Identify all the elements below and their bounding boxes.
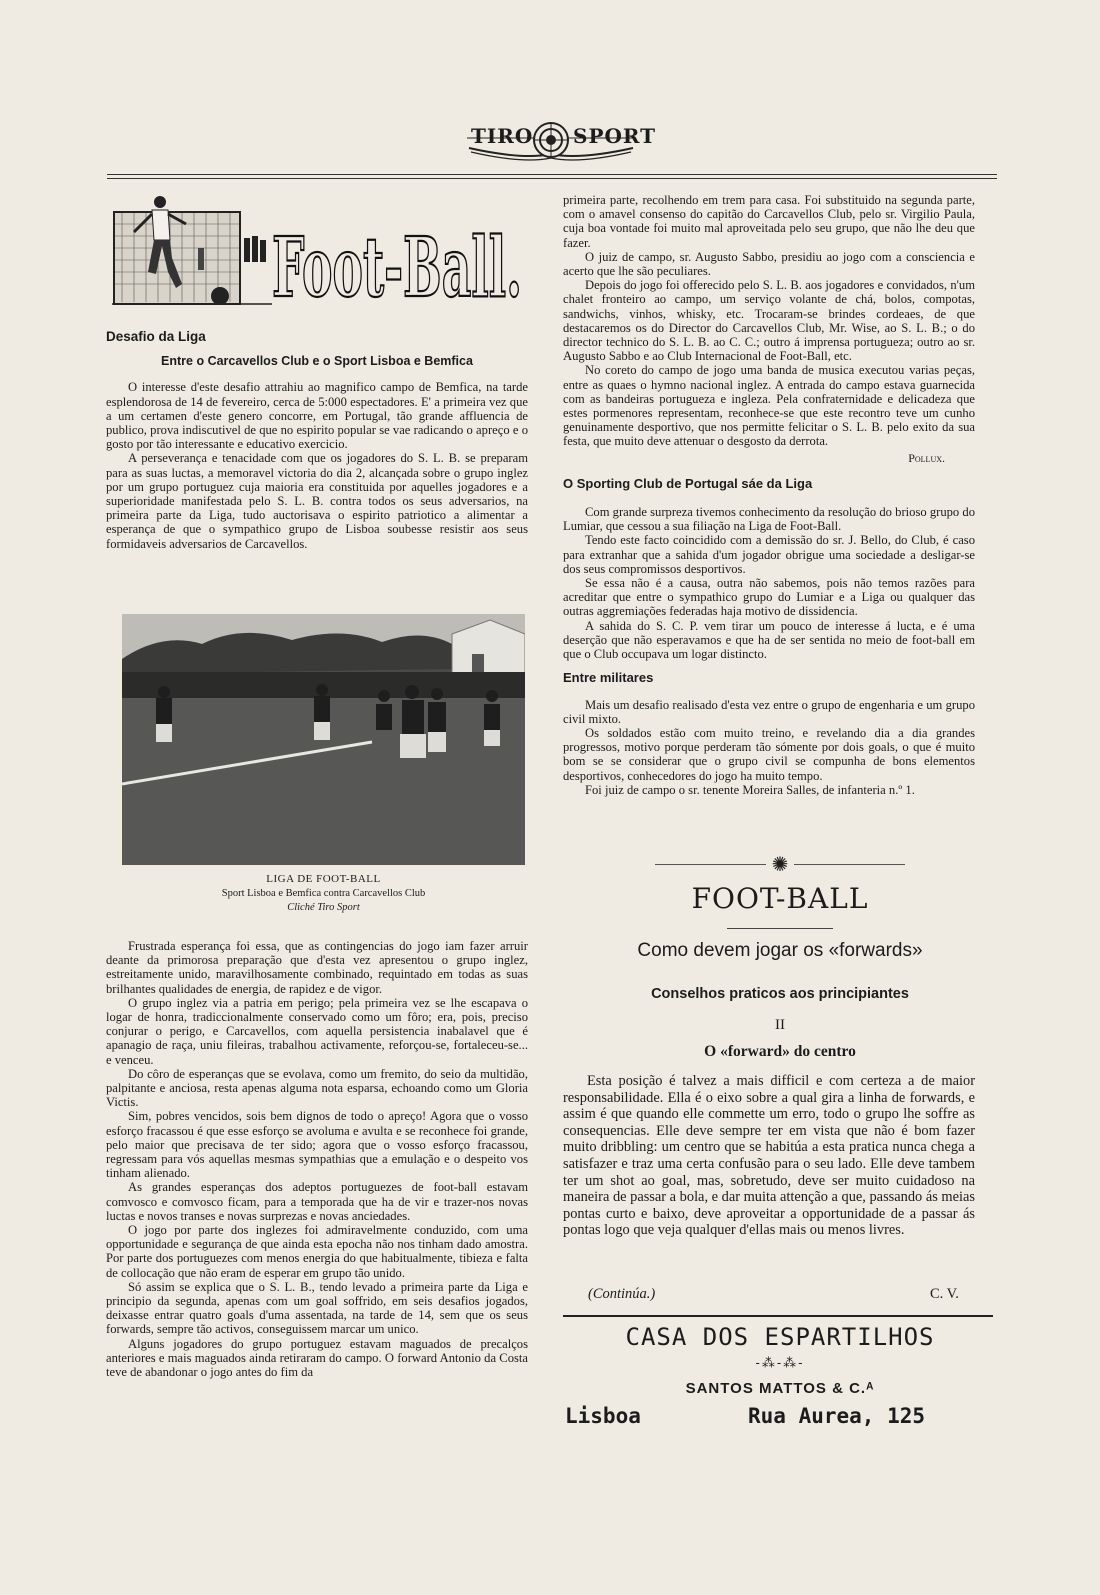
ad-company: SANTOS MATTOS & C.ᴬ [685, 1380, 875, 1397]
paragraph: A sahida do S. C. P. vem tirar um pouco de interesse á lucta, e é uma deserção que não esperavamos e que ha de ser sentida no meio de foot-ball em que o Club occupava um logar distincto. [563, 618, 975, 662]
foot-ball-title-art [270, 216, 528, 306]
paragraph: O interesse d'este desafio attrahiu ao magnifico campo de Bemfica, na tarde esplendorosa de 14 de fevereiro, cerca de 5:000 espectadores. E' a primeira vez que a um certamen d'este genero concorre, em Portugal, tão grande affluencia de publico, prova indiscutivel de que no espirito popular se vae radicando o apreço e o gosto por tão interessante e educativo exercicio. [106, 380, 528, 452]
football-article-title: FOOT-BALL [691, 882, 869, 915]
article-signature: C. V. [930, 1286, 959, 1302]
right-column-top [563, 193, 975, 797]
ad-address: Rua Aurea, 125 [748, 1404, 926, 1428]
paragraph: O juiz de campo, sr. Augusto Sabbo, presidiu ao jogo com a consciencia e acerto que lhe são peculiares. [563, 249, 975, 279]
masthead-tiro: TIRO [471, 124, 534, 148]
football-article-sub2: Conselhos praticos aos principiantes [651, 986, 909, 1002]
ad-city: Lisboa [565, 1404, 641, 1428]
paragraph: Depois do jogo foi offerecido pelo S. L. B. aos jogadores e convidados, n'um chalet fronteiro ao campo, um serviço volante de chá, bolos, compotas, sandwichs, vinhos, whisky, etc. Trocaram-se brindes cordeaes, de que destacaremos os do Director do Carcavellos Club, Mr. Wise, ao S. L. B.; o do director technico do S. L. B. ao C. C.; outro á imprensa portugueza; outro ao sr. Augusto Sabbo e ao Club Internacional de Foot-Ball, etc. [563, 278, 975, 364]
goal-illustration-icon [112, 192, 272, 310]
paragraph: Alguns jogadores do grupo portuguez estavam maguados de precalços anteriores e mais maguados ainda retiraram do campo. O forward Antonio da Costa teve de abandonar o jogo antes do fim da [106, 1336, 528, 1380]
photo-caption-subtitle: Sport Lisboa e Bemfica contra Carcavellos Club [221, 888, 426, 899]
left-column-top [106, 330, 528, 551]
subtitle-carcavellos: Entre o Carcavellos Club e o Sport Lisboa e Bemfica [161, 354, 473, 369]
section-title-militares: Entre militares [563, 670, 654, 686]
football-article-body [563, 1073, 975, 1239]
paragraph: Do côro de esperanças que se evolava, como um fremito, do seio da multidão, palpitante e anciosa, resta apenas alguma nota esparsa, echoando como um Gloria Victis. [106, 1066, 528, 1110]
football-article-sub3: O «forward» do centro [704, 1043, 856, 1060]
paragraph: Tendo este facto coincidido com a demissão do sr. J. Bello, do Club, é caso para extranhar que a sahida d'um jogador obrigue uma sociedade a desligar-se dos seus compromissos desportivos. [563, 533, 975, 576]
signature-pollux: Pollux. [908, 450, 945, 465]
paragraph: As grandes esperanças dos adeptos portuguezes de foot-ball estavam comvosco e comvosco ficam, para a temporada que ha de vir e trazer-nos novas luctas e novos transes e novas surprezas e novas anciedades. [106, 1180, 528, 1223]
masthead-sport: SPORT [573, 124, 657, 148]
paragraph: O jogo por parte dos inglezes foi admiravelmente conduzido, com uma opportunidade e segurança de que ainda esta epocha não nos tinham dado amostra. Por parte dos portuguezes com menos energia do que habitualmente, tibieza e falta de collocação que não eram de esperar em grupo tão unido. [106, 1223, 528, 1280]
header-rule-2 [107, 178, 997, 179]
photo-caption-title: LIGA DE FOOT-BALL [266, 873, 381, 885]
left-column-bottom [106, 939, 528, 1379]
photo-caption-credit: Cliché Tiro Sport [287, 902, 360, 913]
paragraph: O grupo inglez via a patria em perigo; pela primeira vez se lhe escapava o logar de honra, tradiccionalmente conservado como um fôro; era, pois, preciso conjurar o perigo, e Carcavellos, com aquella persistencia inabalavel que é apanagio de raça, uniu fileiras, trabalhou activamente, reforçou-se, fortaleceu-se... e venceu. [106, 995, 528, 1067]
paragraph: Esta posição é talvez a mais difficil e com certeza a de maior responsabilidade. Ella é o eixo sobre a qual gira a linha de forwards, e assim é que quando elle commette um erro, todo o grupo lhe soffre as consequencias. Elle deve sempre ter em vista que não é bom fazer muito dribbling: um centro que se habitúa a esta pratica nunca chega a satisfazer e traz uma certa confusão para o seu lado. Elle deve tambem ter um shot ao goal, mas, sobretudo, deve ser muito cuidadoso na maneira de passar a bola, e dar muita attenção a que, passando ás meias pontas curto e baixo, deve aproveitar a opportunidade de a passar ás pontas logo que veja qualquer d'ellas mais ou menos livres. [563, 1073, 975, 1239]
paragraph: Com grande surpreza tivemos conhecimento da resolução do brioso grupo do Lumiar, que cessou a sua filiação na Liga de Foot-Ball. [563, 505, 975, 534]
football-article-subtitle: Como devem jogar os «forwards» [637, 940, 923, 961]
football-match-photo [122, 614, 525, 865]
paragraph: Se essa não é a causa, outra não sabemos, pois não temos razões para acreditar que entre o sympathico grupo do Lumiar e a Liga ou qualquer das outras aggremiações federadas haja motivo de dissidencia. [563, 576, 975, 619]
football-article-part: II [775, 1017, 785, 1033]
banner-title: Foot-Ball. [272, 220, 522, 306]
section-title-desafio: Desafio da Liga [106, 329, 206, 344]
paragraph: Frustrada esperança foi essa, que as contingencias do jogo iam fazer arruir deante da primorosa preparação que d'esta vez apresentou o grupo inglez, estreitamente unido, maravilhosamente combinado, requintado em todas as suas brilhantes qualidades de energia, de rapidez e de vigor. [106, 939, 528, 996]
continua-note: (Continúa.) [588, 1286, 656, 1302]
header-rule [107, 174, 997, 175]
title-underline [727, 928, 833, 929]
paragraph: Mais um desafio realisado d'esta vez entre o grupo de engenharia e um grupo civil mixto. [563, 697, 975, 726]
ad-top-rule [563, 1315, 993, 1317]
paragraph: No coreto do campo de jogo uma banda de musica executou varias peças, entre as quaes o hymno nacional inglez. A entrada do campo estava guarnecida com as bandeiras portugueza e ingleza. Pela confraternidade e delicadeza que estes pormenores representam, reconhece-se que este recontro teve um cunho genuinamente desportivo, que nos permitte felicitar o S. L. B. pelo exito da sua festa, que muito deve attenuar o desgosto da derrota. [563, 363, 975, 449]
section-title-sporting: O Sporting Club de Portugal sáe da Liga [563, 475, 813, 491]
ad-ornament: -⁂-⁂- [755, 1355, 805, 1370]
paragraph: A perseverança e tenacidade com que os jogadores do S. L. B. se preparam para as suas luctas, a memoravel victoria do dia 2, alcançada sobre o grupo inglez por um grupo portuguez cuja maioria era constituida por aquelles jogadores e a superioridade manifestada pelo S. L. B. contra todos os seus adversarios, na primeira parte da Liga, tudo auctorisava o espirito patriotico a alimentar a esperança de que o sympathico grupo de Lisboa soubesse resistir aos seus formidaveis adversarios de Carcavellos. [106, 451, 528, 551]
ad-title: CASA DOS ESPARTILHOS [625, 1323, 935, 1351]
paragraph: Só assim se explica que o S. L. B., tendo levado a primeira parte da Liga e principio da segunda, apenas com um goal soffrido, em seis desafios jogados, deixasse entrar quatro goals d'uma assentada, na tarde de 14, sem que os seus forwards, sempre tão activos, conseguissem marcar um unico. [106, 1279, 528, 1337]
football-banner [112, 192, 532, 312]
paragraph: primeira parte, recolhendo em trem para casa. Foi substituido na segunda parte, com o amavel consenso do capitão do Carcavellos Club, pelo sr. Virgilio Paula, cuja boa vontade foi muito mal aproveitada pelo seu grupo, que não lhe deu que fazer. [563, 193, 975, 250]
match-scene-image [122, 614, 525, 865]
paragraph: Sim, pobres vencidos, sois bem dignos de todo o apreço! Agora que o vosso esforço fracassou é que esse esforço se avoluma e avulta e se reconhece foi grande, pelo maior que precisava de ter sido; agora que o vosso esforço fracassou, regressam para vós aquellas mesmas sympathias que a emulação e o despeito vos tinham alienado. [106, 1109, 528, 1181]
masthead-logo [463, 118, 657, 166]
paragraph: Os soldados estão com muito treino, e revelando dia a dia grandes progressos, motivo porque perderam tão sómente por dois goals, o que é muito bom se se considerar que o grupo civil se compunha de bons elementos desportivos, conhecedores do jogo ha muito tempo. [563, 725, 975, 783]
ornament-icon: ✺ [766, 852, 794, 877]
paragraph: Foi juiz de campo o sr. tenente Moreira Salles, de infanteria n.º 1. [585, 782, 915, 797]
